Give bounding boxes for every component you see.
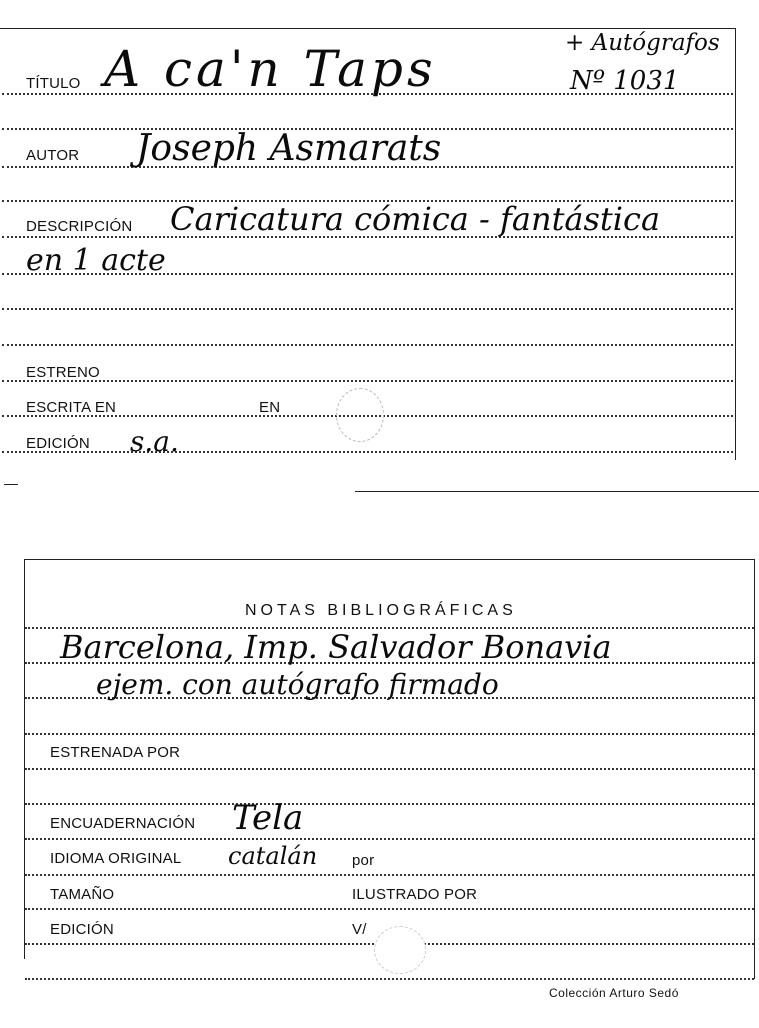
rule-line xyxy=(2,308,733,310)
label-encuadernacion: ENCUADERNACIÓN xyxy=(50,815,196,832)
label-titulo: TÍTULO xyxy=(26,75,81,92)
rule-line xyxy=(25,978,754,980)
handwritten-autor: Joseph Asmarats xyxy=(136,128,442,169)
label-ilustrado-por: ILUSTRADO POR xyxy=(352,886,478,903)
label-edicion: EDICIÓN xyxy=(26,435,90,452)
handwritten-autografos: + Autógrafos xyxy=(565,30,720,56)
card-bottom-right-edge xyxy=(754,559,755,979)
label-escrita-en: ESCRITA EN xyxy=(26,399,117,416)
stamp-mark xyxy=(336,388,384,442)
rule-line xyxy=(25,803,754,805)
handwritten-descripcion-2: en 1 acte xyxy=(26,243,166,278)
rule-line xyxy=(25,733,754,735)
handwritten-numero: Nº 1031 xyxy=(570,66,680,96)
label-va: V/ xyxy=(352,921,367,938)
label-autor: AUTOR xyxy=(26,147,80,164)
stamp-mark xyxy=(374,926,426,974)
rule-line xyxy=(25,838,754,840)
label-edicion-bottom: EDICIÓN xyxy=(50,921,114,938)
rule-line xyxy=(25,874,754,876)
card-top-tick xyxy=(4,484,18,485)
rule-line xyxy=(2,451,733,453)
rule-line xyxy=(2,344,733,346)
label-en: EN xyxy=(259,399,281,416)
handwritten-notas-1: Barcelona, Imp. Salvador Bonavia xyxy=(60,628,612,666)
rule-line xyxy=(2,380,733,382)
label-estrenada-por: ESTRENADA POR xyxy=(50,744,181,761)
handwritten-idioma: catalán xyxy=(228,842,318,870)
card-top-right-edge xyxy=(735,28,736,460)
label-estreno: ESTRENO xyxy=(26,364,100,381)
handwritten-descripcion-1: Caricatura cómica - fantástica xyxy=(170,200,661,238)
handwritten-encuadernacion: Tela xyxy=(232,798,304,838)
card-bottom-left-edge xyxy=(24,559,25,959)
label-idioma-original: IDIOMA ORIGINAL xyxy=(50,850,182,867)
label-por: por xyxy=(352,852,375,869)
label-descripcion: DESCRIPCIÓN xyxy=(26,218,133,235)
card-top-border xyxy=(0,28,736,29)
rule-line xyxy=(25,768,754,770)
rule-line xyxy=(25,908,754,910)
label-tamano: TAMAÑO xyxy=(50,886,115,903)
handwritten-edicion: s.a. xyxy=(130,425,179,458)
notas-bibliograficas-heading: NOTAS BIBLIOGRÁFICAS xyxy=(245,602,517,619)
handwritten-titulo: A ca'n Taps xyxy=(104,40,437,98)
card-bottom-top-border xyxy=(24,559,755,560)
card-top-bottom-edge xyxy=(355,491,759,492)
handwritten-notas-2: ejem. con autógrafo firmado xyxy=(96,668,499,701)
coleccion-footer: Colección Arturo Sedó xyxy=(549,986,679,1000)
